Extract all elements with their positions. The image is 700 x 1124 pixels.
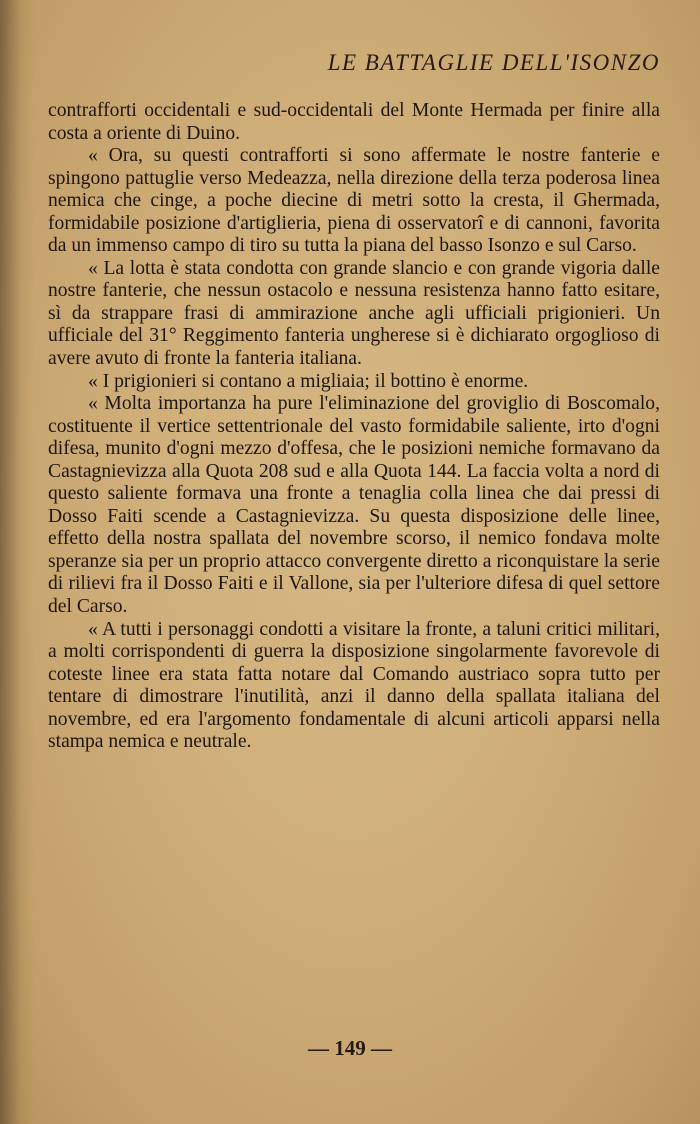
paragraph-3: « La lotta è stata condotta con grande slancio e con grande vigoria dalle nostre fanterie, che nessun ostacolo e nessuna resistenza hanno fatto esitare, sì da strappare frasi di ammirazione anche agli ufficiali prigionieri. Un ufficiale del 31° Reggimento fanteria ungherese si è dichiarato orgoglioso di avere avuto di fronte la fanteria italiana. (48, 257, 660, 370)
paragraph-2: « Ora, su questi contrafforti si sono affermate le nostre fanterie e spingono pattuglie verso Medeazza, nella direzione della terza poderosa linea nemica che cinge, a poche diecine di metri sotto la cresta, il Ghermada, formidabile posizione d'artiglieria, piena di osservatorî e di cannoni, favorita da un immenso campo di tiro su tutta la piana del basso Isonzo e sul Carso. (48, 145, 660, 257)
paragraph-4: « I prigionieri si contano a migliaia; il bottino è enorme. (88, 370, 529, 392)
running-title: LE BATTAGLIE DELL'ISONZO (327, 50, 660, 75)
paragraph-6: « A tutti i personaggi condotti a visitare la fronte, a taluni critici militari, a molti corrispondenti di guerra la disposizione singolarmente favorevole di coteste linee era stata fatta notare dal Comando austriaco sopra tutto per tentare di dimostrare l'inutilità, anzi il danno della spallata italiana del novembre, ed era l'argomento fondamentale di alcuni articoli apparsi nella stampa nemica e neutrale. (48, 618, 660, 753)
paragraph-1: contrafforti occidentali e sud-occidentali del Monte Hermada per finire alla costa a oriente di Duino. (48, 100, 660, 144)
page-number: — 149 — (308, 1036, 392, 1060)
page-body (48, 100, 660, 754)
paragraph-5: « Molta importanza ha pure l'eliminazione del groviglio di Boscomalo, costituente il vertice settentrionale del vasto formidabile saliente, irto d'ogni difesa, munito d'ogni mezzo d'offesa, che le posizioni nemiche formavano da Castagnievizza alla Quota 208 sud e alla Quota 144. La faccia volta a nord di questo saliente formava una fronte a tenaglia colla linea che dai pressi di Dosso Faiti scende a Castagnievizza. Su questa disposizione delle linee, effetto della nostra spallata del novembre scorso, il nemico fondava molte speranze sia per un proprio attacco convergente diretto a riconquistare la serie di rilievi fra il Dosso Faiti e il Vallone, sia per l'ulteriore difesa di quel settore del Carso. (48, 393, 660, 618)
